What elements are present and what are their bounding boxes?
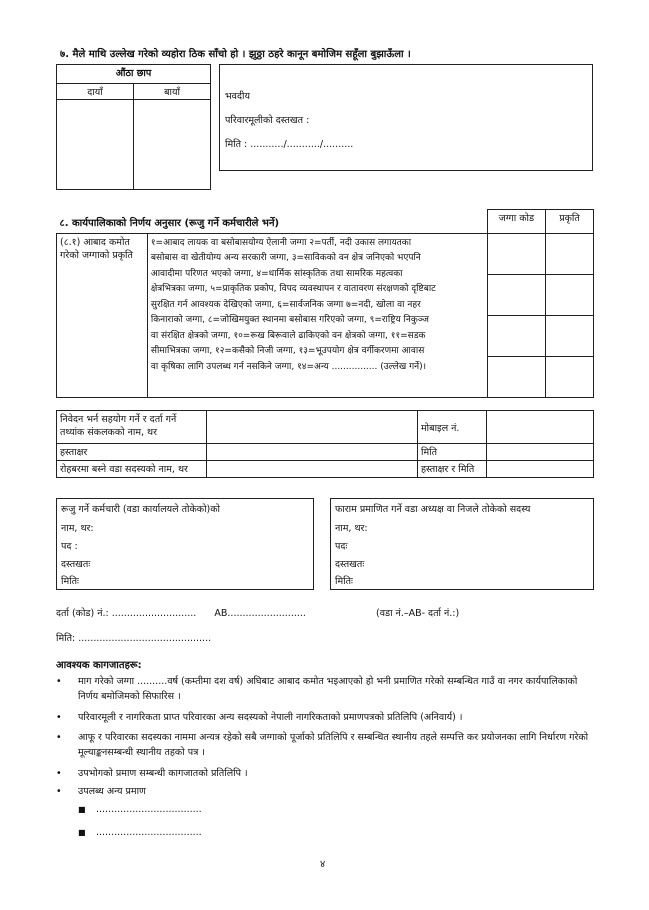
left-thumb-label: बायाँ: [134, 84, 211, 100]
certifier-name: नाम, थर:: [335, 523, 368, 534]
land-code-cell[interactable]: [487, 356, 545, 397]
thumbprint-title: औंठा छाप: [57, 65, 211, 84]
certifier-box: [330, 498, 594, 590]
description-line: आवादीमा परिणत भएको जग्गा, ४=धार्मिक सांस्कृतिक तथा सामरिक महत्वका: [150, 268, 403, 279]
document-item: • उपलब्ध अन्य प्रमाण: [78, 784, 593, 799]
description-line: सीमाभित्रका जग्गा, १२=कसैको निजी जग्गा, १३=भूउपयोग क्षेत्र वर्गीकरणमा आवास: [150, 346, 425, 356]
signature-label: हस्ताक्षर: [57, 444, 207, 461]
document-item: • परिवारमूली र नागरिकता प्राप्त परिवारका अन्य सदस्यको नेपाली नागरिकताको प्रमाणपत्रको प्रतिलिपि (अनिवार्य) ।: [78, 710, 593, 725]
description-line: १=आबाद लायक वा बसोबासयोग्य ऐलानी जग्गा २=पर्ती, नदी उकास लगायतका: [150, 237, 412, 248]
other-evidence-line: ■ ...................................: [96, 827, 202, 838]
yours-text: भवदीय: [225, 91, 250, 102]
date-label: मिति: [418, 444, 487, 461]
certifier-date: मितिः: [335, 576, 353, 587]
registration-ward: (वडा नं.–AB- दर्ता नं.:): [376, 608, 460, 619]
verifier-box: [56, 498, 314, 590]
row-land-nature-label: (८.१) आबाद कमोत गरेको जग्गाको प्रकृति: [57, 233, 148, 397]
registration-date: मिति: ............................................: [56, 633, 212, 644]
description-line: सुरक्षित गर्न आवश्यक देखिएको जग्गा, ६=सार्वजनिक जग्गा ७=नदी, खोला वा नहर: [150, 299, 421, 310]
documents-heading: आवश्यक कागजातहरू:: [56, 660, 142, 671]
verifier-name: नाम, थर:: [61, 523, 94, 534]
land-code-cell[interactable]: [487, 274, 545, 315]
collector-name-field[interactable]: [207, 411, 418, 444]
nature-cell[interactable]: [546, 356, 594, 397]
land-nature-description: [147, 233, 487, 397]
verifier-date: मितिः: [61, 576, 79, 587]
head-date-label: मिति : .........../.........../..........: [225, 139, 354, 150]
left-thumb-box[interactable]: [134, 100, 211, 190]
land-code-cell[interactable]: [487, 315, 545, 356]
certifier-title: फाराम प्रमाणित गर्ने वडा अध्यक्ष वा निजले तोकेको सदस्य: [335, 504, 531, 515]
section7-heading: ७. मैले माथि उल्लेख गरेको व्यहोरा ठिक साँचो हो । झुठ्ठा ठहरे कानून बमोजिम सहूँला बुझाऊँला ।: [60, 49, 411, 60]
land-code-cell[interactable]: [487, 233, 545, 274]
col-nature: प्रकृति: [546, 210, 594, 234]
info-table: [56, 410, 594, 478]
right-thumb-label: दायाँ: [57, 84, 134, 100]
mobile-field[interactable]: [487, 411, 594, 444]
right-thumb-box[interactable]: [57, 100, 134, 190]
verifier-post: पद :: [61, 541, 78, 552]
description-line: वा संरक्षित क्षेत्रको जग्गा, १०=रूख बिरूवाले ढाकिएको वन क्षेत्रको जग्गा, ११=सडक: [150, 330, 426, 341]
ward-member-label: रोहबरमा बस्ने वडा सदस्यको नाम, थर: [57, 461, 207, 478]
decision-table: [56, 209, 594, 398]
description-line: वा कृषिका लागि उपलब्ध गर्न नसकिने जग्गा, १४=अन्य ................ (उल्लेख गर्ने)।: [150, 361, 427, 372]
document-item: • उपभोगको प्रमाण सम्बन्धी कागजातको प्रतिलिपि ।: [78, 766, 593, 781]
document-item: • आफू र परिवारका सदस्यका नाममा अन्यत्र रहेको सबै जग्गाको पूर्जाको प्रतिलिपि र सम्बन्धित स्थानीय तहले सम्पत्ति कर प्रयोजनका लागि निर्धारण गरेको मूल्याङ्कनसम्बन्धी स्थानीय तहको पत्र ।: [78, 730, 593, 760]
signature-box: [219, 64, 593, 171]
description-line: बसोबास वा खेतीयोग्य अन्य सरकारी जग्गा, ३=साविकको वन क्षेत्र जनिएको भएपनि: [150, 253, 421, 263]
sign-date-field[interactable]: [487, 461, 594, 478]
signature-field[interactable]: [207, 444, 418, 461]
registration-code: दर्ता (कोड) नं.: ............................ AB..........................: [56, 608, 306, 619]
nature-cell[interactable]: [546, 315, 594, 356]
date-field[interactable]: [487, 444, 594, 461]
section8-heading: ८. कार्यपालिकाको निर्णय अनुसार (रूजु गर्ने कर्मचारीले भर्ने): [59, 217, 280, 229]
thumbprint-table: [56, 64, 211, 190]
certifier-post: पदः: [335, 541, 348, 552]
verifier-signature: दस्तखतः: [61, 559, 91, 570]
description-line: क्षेत्रभित्रका जग्गा, ५=प्राकृतिक प्रकोप, विपद व्यवस्थापन र वातावरण संरक्षणको दृष्टिबाट: [150, 284, 436, 294]
other-evidence-line: ■ ...................................: [96, 804, 202, 815]
description-line: किनाराको जग्गा, ८=जोखिमयुक्त स्थानमा बसोबास गरिएको जग्गा, ९=राष्ट्रिय निकुञ्ज: [150, 315, 429, 325]
ward-member-field[interactable]: [207, 461, 418, 478]
certifier-signature: दस्तखतः: [335, 559, 365, 570]
nature-cell[interactable]: [546, 274, 594, 315]
mobile-label: मोबाइल नं.: [418, 411, 487, 444]
collector-name-label: निवेदन भर्न सहयोग गर्ने र दर्ता गर्ने तथ्यांक संकलकको नाम, थर: [57, 411, 207, 444]
document-item: • माग गरेको जग्गा ..........वर्ष (कम्तीमा दश वर्ष) अघिबाट आबाद कमोत भइआएको हो भनी प्रमाणित गरेको सम्बन्धित गाउँ वा नगर कार्यपालिकाको निर्णय बमोजिमको सिफारिस ।: [78, 674, 593, 704]
verifier-title: रूजु गर्ने कर्मचारी (वडा कार्यालयले तोकेको)को: [61, 504, 221, 515]
page-number: ४: [320, 859, 326, 870]
head-signature-label: परिवारमूलीको दस्तखत :: [225, 115, 310, 126]
col-land-code: जग्गा कोड: [487, 210, 545, 234]
sign-date-label: हस्ताक्षर र मिति: [418, 461, 487, 478]
nature-cell[interactable]: [546, 233, 594, 274]
